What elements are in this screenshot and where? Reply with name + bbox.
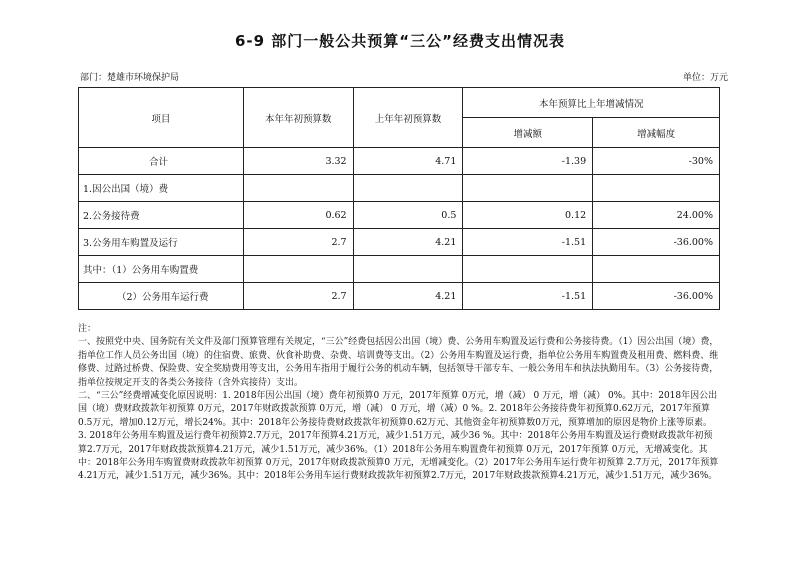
header-item: 项目 [79,88,244,148]
row-current [243,256,353,283]
header-current: 本年年初预算数 [243,88,353,148]
notes-section [78,323,720,484]
table-row [79,229,720,256]
row-change: -1.51 [463,229,593,256]
notes-paragraph-2: 二、“三公”经费增减变化原因说明：1. 2018年因公出国（境）费年初预算0 万元，2017年预算 0万元，增（减） 0 万元，增（减） 0%。其中：2018年因公出国（境）费财政拨款年初预算 0万元，2017年财政拨款预算 0万元，增（减） 0 万元，增（减）0 %。2. 2018年公务接待费年初预算0.62万元，2017年预算0.5万元，增加0.12万元，增长24%。其中：2018年公务接待费财政拨款年初预算0.62万元、其他资金年初预算数0万元，预算增加的原因是物价上涨等原素。3. 2018年公务用车购置及运行费年初预算2.7万元，2017年预算4.21万元，减少1.51万元，减少36 %。其中：2018年公务用车购置及运行费财政拨款年初预算2.7万元，2017年财政拨款预算4.21万元，减少1.51万元，减少36%。（1）2018年公务用车购置费年初预算 0万元，2017年预算 0万元，无增减变化。其中：2018年公务用车购置费财政拨款年初预算 0万元，2017年财政拨款预算0 万元，无增减变化。（2）2017年公务用车运行费年初预算 2.7万元，2017年预算4.21万元，减少1.51万元，减少36%。其中：2018年公务用车运行费财政拨款年初预算2.7万元，2017年财政拨款预算4.21万元，减少1.51万元，减少36%。 [78,391,719,482]
row-item: 3.公务用车购置及运行 [79,229,244,256]
row-item: 2.公务接待费 [79,202,244,229]
notes-paragraph-1: 一、按照党中央、国务院有关文件及部门预算管理有关规定，“三公”经费包括因公出国（境）费、公务用车购置及运行费和公务接待费。（1）因公出国（境）费，指单位工作人员公务出国（境）的住宿费、旅费、伙食补助费、杂费、培训费等支出。（2）公务用车购置及运行费，指单位公务用车购置费及租用费、燃料费、维修费、过路过桥费、保险费、安全奖励费用等支出，公务用车指用于履行公务的机动车辆，包括领导干部专车、一般公务用车和执法执勤用车。（3）公务接待费，指单位按规定开支的各类公务接待（含外宾接待）支出。 [78,337,719,388]
row-previous [353,256,463,283]
row-item: 1.因公出国（境）费 [79,175,244,202]
row-rate: -30% [593,148,720,175]
table-row [79,175,720,202]
row-change: -1.51 [463,283,593,310]
row-current: 0.62 [243,202,353,229]
row-previous: 4.21 [353,283,463,310]
table-header-row [79,88,720,118]
budget-table [78,87,720,310]
row-previous: 4.21 [353,229,463,256]
row-change: 0.12 [463,202,593,229]
header-change-amount: 增减额 [463,118,593,148]
row-item: 其中：（1）公务用车购置费 [79,256,244,283]
table-row [79,283,720,310]
row-previous [353,175,463,202]
row-rate: -36.00% [593,229,720,256]
table-row [79,202,720,229]
row-change: -1.39 [463,148,593,175]
row-current: 2.7 [243,283,353,310]
row-rate [593,256,720,283]
row-rate [593,175,720,202]
header-previous: 上年年初预算数 [353,88,463,148]
table-row [79,256,720,283]
row-change [463,175,593,202]
row-previous: 0.5 [353,202,463,229]
row-rate: -36.00% [593,283,720,310]
row-item: 合计 [79,148,244,175]
row-change [463,256,593,283]
unit-label: 单位：万元 [682,73,728,83]
table-row [79,148,720,175]
row-previous: 4.71 [353,148,463,175]
department-label: 部门：楚雄市环境保护局 [80,73,180,83]
row-current: 3.32 [243,148,353,175]
row-current [243,175,353,202]
page-title: 6-9 部门一般公共预算“三公”经费支出情况表 [234,32,566,50]
notes-label: 注： [78,324,97,334]
header-compare-group: 本年预算比上年增减情况 [463,88,720,118]
row-rate: 24.00% [593,202,720,229]
row-current: 2.7 [243,229,353,256]
header-change-rate: 增减幅度 [593,118,720,148]
row-item: （2）公务用车运行费 [79,283,244,310]
